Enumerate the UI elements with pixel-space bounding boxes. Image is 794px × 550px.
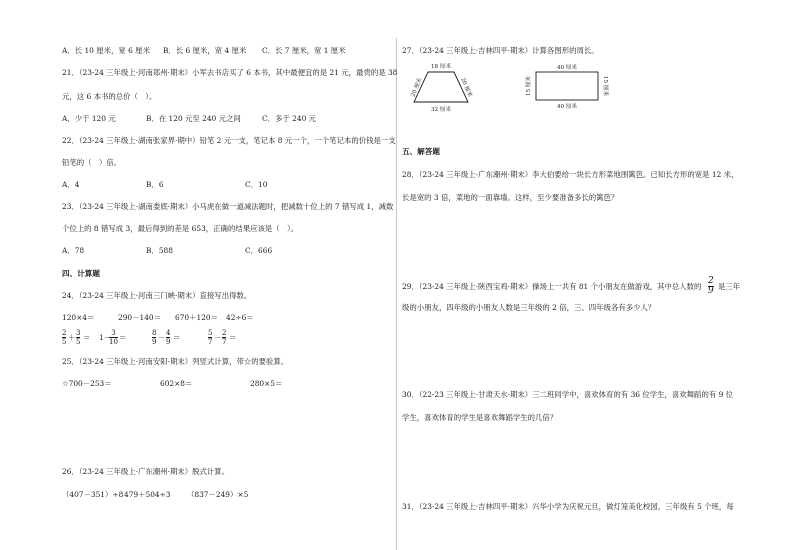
q24-calc-3: 670＋120＝ <box>175 313 218 322</box>
rectangle-right-label: 15 厘米 <box>602 75 608 97</box>
q31-text-line1: 31．（23-24 三年级上·吉林四平·期末）兴华小学为庆祝元旦，做灯笼美化校园，三年级有 5 个班，每 <box>402 502 734 511</box>
q25-expr-2: 602×8＝ <box>160 379 193 388</box>
q21-option-a: A．少于 120 元 <box>62 114 116 123</box>
q23-option-c: C．666 <box>245 246 273 255</box>
rectangle-bottom-label: 40 厘米 <box>556 104 578 110</box>
q22-option-b: B．6 <box>146 180 164 189</box>
q22-text-line1: 22．（23-24 三年级上·湖南张家界·期中）铅笔 2 元一支，笔记本 8 元一个，一个笔记本的价钱是一支 <box>62 136 396 145</box>
trapezoid-right-label: 20 厘米 <box>459 77 473 99</box>
q23-option-a: A．78 <box>62 246 85 255</box>
rectangle-figure <box>522 62 612 112</box>
q25-expr-3: 280×5＝ <box>250 379 283 388</box>
q26-expr-1: （407－351）÷8 <box>62 490 124 499</box>
trapezoid-bottom-label: 32 厘米 <box>430 107 452 113</box>
q24-calc-4: 42÷6＝ <box>226 313 254 322</box>
q22-option-c: C．10 <box>245 180 268 189</box>
q26-title: 26．（23-24 三年级上·广东潮州·期末）脱式计算。 <box>62 467 230 476</box>
q23-text-line1: 23．（23-24 三年级上·湖南娄底·期末）小马虎在做一道减法题时，把减数十位上的 7 错写成 1，减数 <box>62 202 394 211</box>
rectangle-left-label: 15 厘米 <box>526 75 532 97</box>
q26-expr-3: （837－249）×5 <box>187 490 249 499</box>
q30-text-line2: 学生，喜欢体育的学生是喜欢舞蹈学生的几倍？ <box>402 413 558 422</box>
q29-text-line1b: 是三年 <box>718 282 741 291</box>
q20-option-c: C．长 7 厘米，宽 1 厘米 <box>262 46 346 55</box>
trapezoid-figure <box>404 60 494 116</box>
rectangle-top-label: 40 厘米 <box>556 65 578 71</box>
q20-option-a: A．长 10 厘米，宽 6 厘米 <box>62 46 150 55</box>
q30-text-line1: 30．（22-23 三年级上·甘肃天水·期末）三二班同学中，喜欢体育的有 36 位学生，喜欢舞蹈的有 9 位 <box>402 390 734 399</box>
q25-title: 25．（23-24 三年级上·河南安阳·期末）列竖式计算，带☆的要验算。 <box>62 357 289 366</box>
q22-option-a: A．4 <box>62 180 80 189</box>
q20-option-b: B．长 6 厘米，宽 4 厘米 <box>163 46 247 55</box>
section-4-heading: 四、计算题 <box>62 269 100 278</box>
q23-option-b: B．588 <box>146 246 173 255</box>
section-5-heading: 五、解答题 <box>402 147 440 156</box>
q25-expr-1: ☆700－253＝ <box>62 379 112 388</box>
q21-text-line2: 元，这 6 本书的总价（ ）。 <box>62 92 157 101</box>
q24-title: 24．（23-24 三年级上·河南三门峡·期末）直接写出得数。 <box>62 291 252 300</box>
q28-text-line1: 28．（23-24 三年级上·广东潮州·期末）李大伯要给一块长方形菜地围篱笆。已知长方形的宽是 12 米， <box>402 170 739 179</box>
q28-text-line2: 长是宽的 3 倍，菜地的一面靠墙。这样，至少要准备多长的篱笆？ <box>402 193 619 202</box>
q22-text-line2: 铅笔的（ ）倍。 <box>62 158 122 167</box>
trapezoid-left-label: 20 厘米 <box>410 77 424 99</box>
q21-option-c: C．多于 240 元 <box>262 114 317 123</box>
q23-text-line2: 个位上的 8 错写成 3，最后得到的差是 653，正确的结果应该是（ ）。 <box>62 224 299 233</box>
trapezoid-top-label: 18 厘米 <box>430 64 452 70</box>
q26-expr-2: 479＋504÷3 <box>124 490 171 499</box>
q24-calc-1: 120×4＝ <box>62 313 95 322</box>
q29-text-line2: 级的小朋友，四年级的小朋友人数是三年级的 2 倍，三、四年级各有多少人？ <box>402 303 656 312</box>
column-divider <box>396 38 397 550</box>
q27-title: 27．（23-24 三年级上·吉林四平·期末）计算各图形的周长。 <box>402 46 599 55</box>
q21-text-line1: 21．（23-24 三年级上·河南郑州·期末）小军去书店买了 6 本书，其中最便宜的是 21 元，最贵的是 38 <box>62 68 398 77</box>
q29-text-line1a: 29．（23-24 三年级上·陕西宝鸡·期末）操场上一共有 81 个小朋友在做游戏，其中总人数的 <box>402 282 702 291</box>
q21-option-b: B．在 120 元至 240 元之间 <box>146 114 241 123</box>
q24-calc-2: 290－140＝ <box>118 313 161 322</box>
q29-fraction: 2 9 <box>708 276 714 296</box>
